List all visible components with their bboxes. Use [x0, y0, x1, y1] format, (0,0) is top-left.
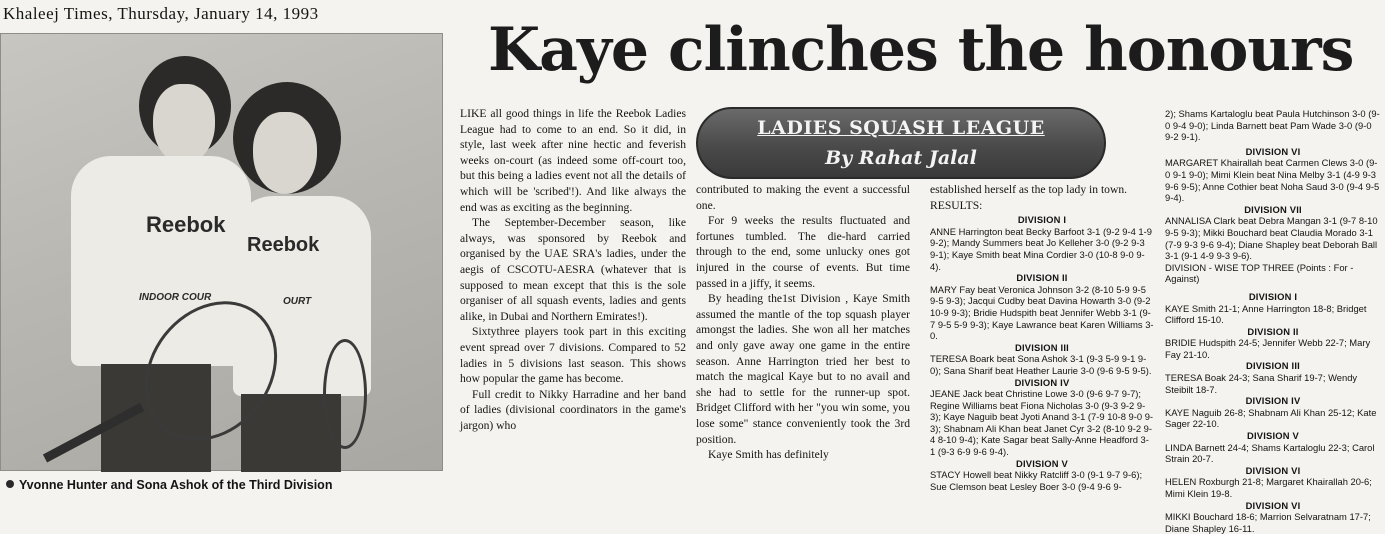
article-column-1 [460, 106, 686, 498]
paragraph: Kaye Smith has definitely [708, 448, 829, 462]
result-text: HELEN Roxburgh 21-8; Margaret Khairallah 20-6; Mimi Klein 19-8. [1165, 476, 1372, 499]
division-heading: DIVISION IV [1245, 395, 1301, 407]
shirt-text-right: OURT [283, 296, 312, 307]
player-left-face [153, 84, 215, 164]
result-text: JEANE Jack beat Christine Lowe 3-0 (9-6 9-7 9-7); Regine Williams beat Fiona Nicholas 3-0 (9-3 9-2 9-3); Kaye Naguib beat Jyoti Anand 3-1 (7-9 10-8 9-0 9-3); Shabnam Ali Khan beat Janet Cyr 3-2 (8-10 9-2 9-4 8-10 9-4); Kate Sagar beat Sally-Anne Headford 3-1 (9-3 6-9 9-6 9-4). [930, 388, 1154, 458]
result-block [1165, 500, 1381, 534]
division-heading: DIVISION V [1246, 430, 1299, 442]
paragraph: Full credit to Nikky Harradine and her band of ladies (divisional coordinators in the game's jargon) who [460, 387, 686, 432]
shirt-brand-left: Reebok [146, 212, 226, 237]
division-heading: DIVISION II [1247, 325, 1299, 337]
result-text: KAYE Smith 21-1; Anne Harrington 18-8; Bridget Clifford 15-10. [1165, 302, 1367, 326]
result-block [930, 377, 1154, 458]
top-three-heading: DIVISION - WISE TOP THREE (Points : For - Against) [1165, 261, 1354, 285]
result-block [1165, 465, 1381, 500]
result-text: TERESA Boark beat Sona Ashok 3-1 (9-3 5-9 9-1 9-0); Sana Sharif beat Heather Laurie 3-0 (9-6 9-5 9-5). [930, 353, 1152, 376]
result-text: MARGARET Khairallah beat Carmen Clews 3-0 (9-0 9-1 9-0); Mimi Klein beat Nina Melby 3-1 (4-9 9-3 9-6 9-5); Anne Cothier beat Noha Saud 3-0 (9-4 9-5 9-4). [1165, 157, 1380, 204]
article-lead-end: established herself as the top lady in town. [930, 183, 1128, 196]
section-banner [696, 107, 1106, 179]
division-heading: DIVISION VI [1245, 499, 1301, 511]
dateline: Khaleej Times, Thursday, January 14, 1993 [3, 4, 319, 23]
result-text: MIKKI Bouchard 18-6; Marrion Selvaratnam 17-7; Diane Shapley 16-11. [1165, 511, 1371, 534]
division-heading: DIVISION IV [1014, 376, 1070, 388]
article-column-2 [696, 182, 910, 498]
paragraph: Sixtythree players took part in this exciting event spread over 7 divisions. Compared to 52 ladies in 5 divisions last season. This shows how popular the game has become. [460, 325, 686, 386]
bullet-icon [6, 480, 14, 488]
paragraph: contributed to making the event a successful one. [696, 183, 910, 212]
headline: Kaye clinches the honours [488, 15, 1354, 85]
result-block [1165, 430, 1381, 465]
result-block [1165, 326, 1381, 361]
division-heading: DIVISION VII [1244, 203, 1302, 215]
division-heading: DIVISION III [1246, 360, 1300, 372]
division-heading: DIVISION VI [1245, 145, 1301, 157]
result-block [1165, 262, 1381, 285]
banner-title: LADIES SQUASH LEAGUE [757, 117, 1045, 139]
division-heading: DIVISION V [1015, 457, 1068, 469]
result-text: STACY Howell beat Nikky Ratcliff 3-0 (9-1 9-7 9-6); Sue Clemson beat Lesley Boer 3-0 (9-4 9-6 9- [930, 469, 1143, 492]
result-text: KAYE Naguib 26-8; Shabnam Ali Khan 25-12; Kate Sager 22-10. [1165, 406, 1377, 430]
result-text: ANNE Harrington beat Becky Barfoot 3-1 (9-2 9-4 1-9 9-2); Mandy Summers beat Jo Kelleher 3-0 (9-2 9-3 9-1); Kaye Smith beat Mina Cordier 3-0 (10-8 9-0 9-4). [930, 225, 1152, 272]
paragraph: LIKE all good things in life the Reebok Ladies League had to come to an end. So it did, in style, last week after nine hectic and feverish weeks on-court (as indeed some off-court too, but this being a ladies event not all the details of which will be 'scribed'!). And like always the end was as exciting as the beginning. [460, 107, 686, 214]
paragraph: The September-December season, like always, was sponsored by Reebok and organised by the UAE SRA's ladies, under the aegis of CSCOTU-AESRA (whatever that is supposed to mean except that this is the sole organiser of all squash events, ladies and gents alike, in Dubai and Northern Emirates!). [460, 216, 686, 323]
photo [0, 33, 443, 471]
result-block [930, 272, 1154, 342]
paragraph: By heading the1st Division , Kaye Smith assumed the mantle of the top squash player amongst the ladies. She won all her matches and only gave away one game in the entire season. Anne Harrington tried her best to match the magical Kaye but to no avail and she had to settle for the runner-up spot. Bridget Clifford with her "you win some, you lose some" stance conveniently took the 3rd position. [696, 292, 910, 446]
division-heading: DIVISION VI [1245, 464, 1301, 476]
results-column-2 [1165, 108, 1381, 534]
photo-caption-text: Yvonne Hunter and Sona Ashok of the Third Division [19, 478, 333, 492]
result-text: BRIDIE Hudspith 24-5; Jennifer Webb 22-7; Mary Fay 21-10. [1165, 337, 1371, 360]
result-block [1165, 291, 1381, 326]
paragraph: For 9 weeks the results fluctuated and fortunes tumbled. The die-hard carried through to the end, some unlucky ones got injured in the course of events. But time passed in a jiffy, it seems. [696, 214, 910, 290]
photo-caption [6, 478, 332, 492]
result-text: MARY Fay beat Veronica Johnson 3-2 (8-10 5-9 9-5 9-5 9-3); Jacqui Cudby beat Davina Howarth 3-0 (9-2 10-9 9-3); Bridie Hudspith beat Jennifer Webb 3-1 (9-7 9-5 5-9 9-3); Kaye Lawrance beat Karen Williams 3-0. [930, 283, 1154, 342]
result-text: ANNALISA Clark beat Debra Mangan 3-1 (9-7 8-10 9-5 9-3); Mikki Bouchard beat Claudia Morado 3-1 (7-9 9-3 9-6 9-4); Diane Shapley beat Deborah Ball 3-1 (9-1 4-9 9-3 9-6). [1165, 215, 1378, 262]
byline: By Rahat Jalal [825, 147, 977, 169]
result-block [930, 214, 1154, 272]
result-text: 2); Shams Kartaloglu beat Paula Hutchinson 3-0 (9-0 9-4 9-0); Linda Barnett beat Pam Wade 3-0 (9-0 9-2 9-1). [1165, 108, 1380, 143]
results-label: RESULTS: [930, 198, 983, 212]
shirt-brand-right: Reebok [247, 234, 320, 256]
division-heading: DIVISION I [1017, 214, 1067, 226]
division-heading: DIVISION I [1248, 290, 1298, 302]
result-block [1165, 204, 1381, 262]
shirt-text-left: INDOOR COUR [139, 292, 212, 303]
result-text: LINDA Barnett 24-4; Shams Kartaloglu 22-3; Carol Strain 20-7. [1165, 441, 1375, 465]
result-text: TERESA Boak 24-3; Sana Sharif 19-7; Wendy Steibilt 18-7. [1165, 372, 1358, 395]
racket-head-right [323, 339, 367, 449]
result-block [930, 458, 1154, 493]
result-block [1165, 395, 1381, 430]
division-heading: DIVISION II [1016, 272, 1068, 284]
division-heading: DIVISION III [1015, 341, 1069, 353]
results-column-1 [930, 182, 1154, 498]
result-block [1165, 146, 1381, 204]
player-right-face [253, 112, 317, 194]
result-block [1165, 360, 1381, 395]
result-block [930, 342, 1154, 377]
